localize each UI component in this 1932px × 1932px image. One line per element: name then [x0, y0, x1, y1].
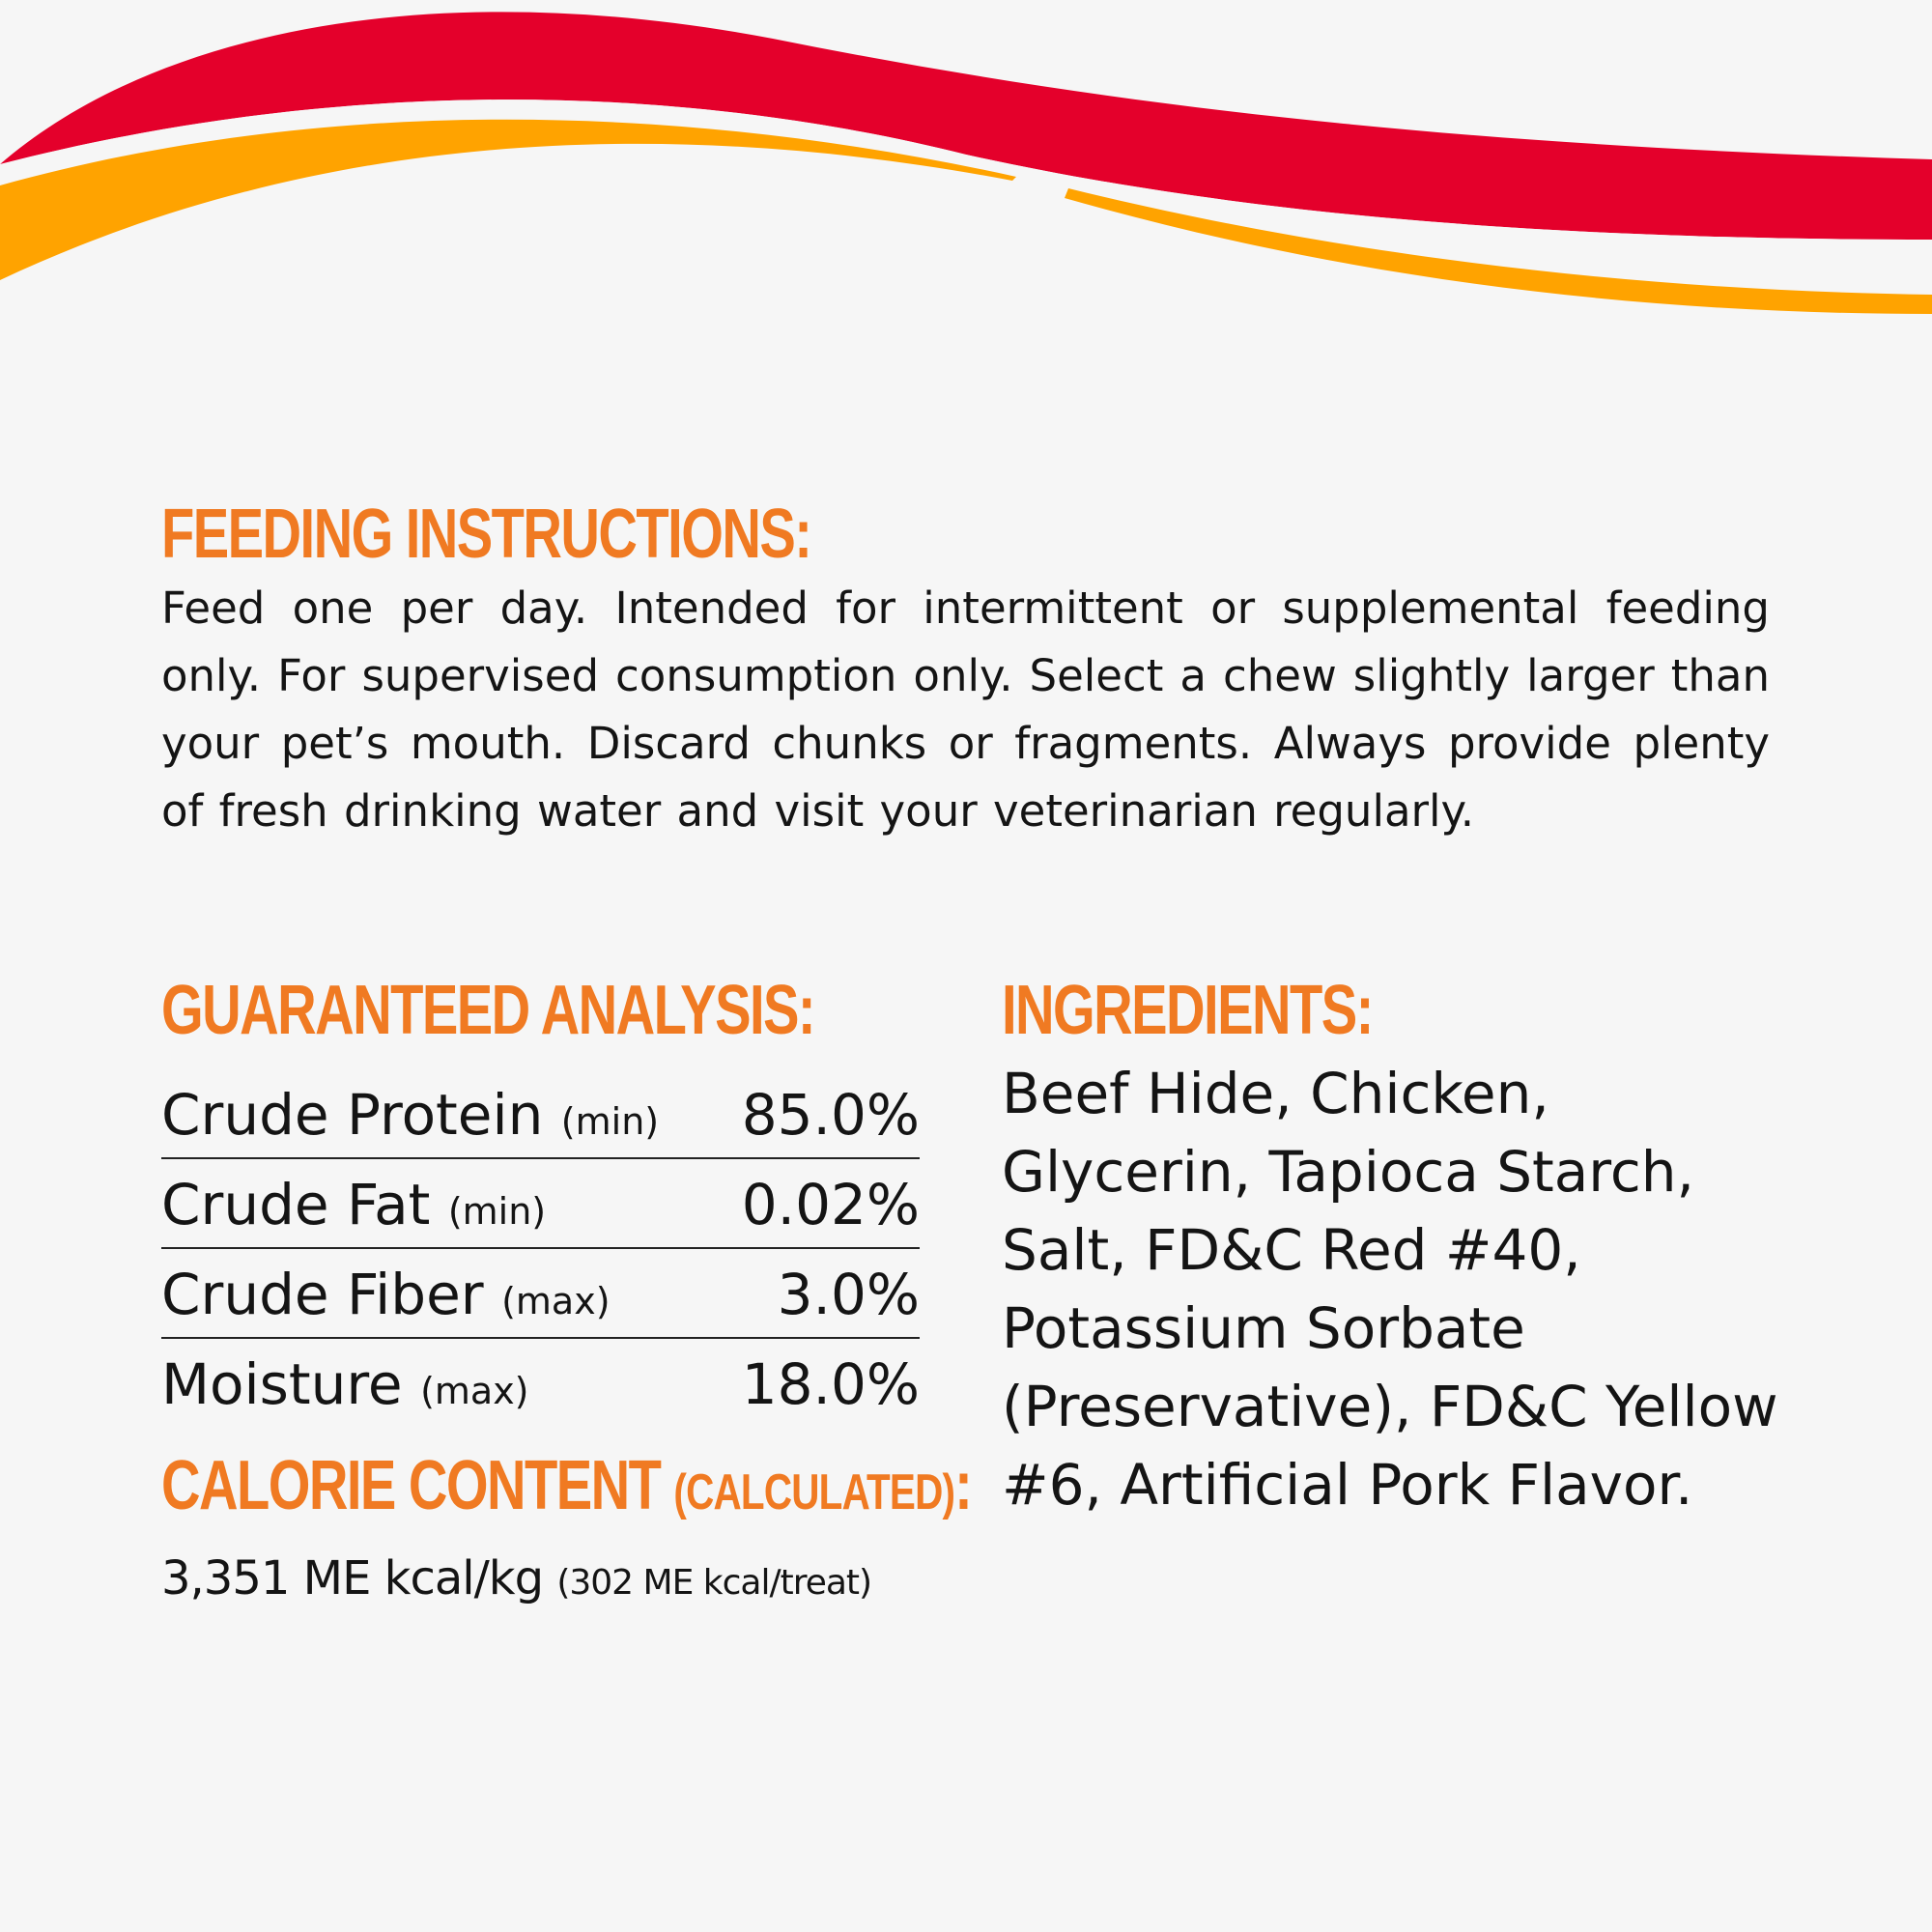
analysis-row-crude-fat — [161, 1162, 920, 1249]
nutrient-qualifier: (max) — [501, 1280, 611, 1322]
guaranteed-analysis-heading: GUARANTEED ANALYSIS: — [161, 972, 815, 1049]
calorie-heading-colon: : — [954, 1447, 972, 1524]
nutrient-label: Crude Protein — [161, 1082, 544, 1148]
nutrient-qualifier: (min) — [447, 1190, 547, 1233]
ingredients-heading: INGREDIENTS: — [1002, 972, 1373, 1049]
analysis-row-crude-protein — [161, 1072, 920, 1159]
feeding-instructions-text: Feed one per day. Intended for intermittent or supplemental feeding only. For supervised consumption only. Select a chew slightly larger than your pet’s mouth. Discard chunks or fragments. Always provide plenty of fresh drinking water and visit your veterinarian regularly. — [161, 582, 1770, 837]
feeding-instructions-heading: FEEDING INSTRUCTIONS: — [161, 496, 811, 573]
calorie-content-value — [161, 1551, 871, 1605]
nutrient-label: Crude Fiber — [161, 1262, 484, 1327]
decorative-wave-banner — [0, 0, 1932, 328]
calorie-heading-main: CALORIE CONTENT — [161, 1447, 661, 1524]
analysis-row-crude-fiber — [161, 1252, 920, 1339]
nutrient-name — [161, 1351, 529, 1417]
nutrient-qualifier: (max) — [420, 1370, 529, 1412]
nutrient-label: Moisture — [161, 1351, 403, 1417]
calorie-per-kg: 3,351 ME kcal/kg — [161, 1551, 544, 1605]
nutrient-label: Crude Fat — [161, 1172, 431, 1237]
calorie-content-heading — [161, 1447, 972, 1524]
calorie-per-treat: (302 ME kcal/treat) — [556, 1563, 872, 1603]
nutrient-qualifier: (min) — [560, 1100, 660, 1143]
nutrient-name — [161, 1172, 546, 1237]
ingredients-list: Beef Hide, Chicken, Glycerin, Tapioca Starch, Salt, FD&C Red #40, Potassium Sorbate (Preservative), FD&C Yellow #6, Artificial Pork Flavor. — [1002, 1061, 1778, 1518]
nutrient-value: 18.0% — [741, 1351, 920, 1417]
nutrient-value: 3.0% — [777, 1262, 920, 1327]
nutrient-name — [161, 1262, 611, 1327]
nutrient-name — [161, 1082, 659, 1148]
analysis-row-moisture — [161, 1342, 920, 1427]
nutrient-value: 0.02% — [741, 1172, 920, 1237]
nutrient-value: 85.0% — [741, 1082, 920, 1148]
calorie-heading-sub: (CALCULATED) — [673, 1463, 955, 1520]
guaranteed-analysis-table — [161, 1072, 920, 1430]
